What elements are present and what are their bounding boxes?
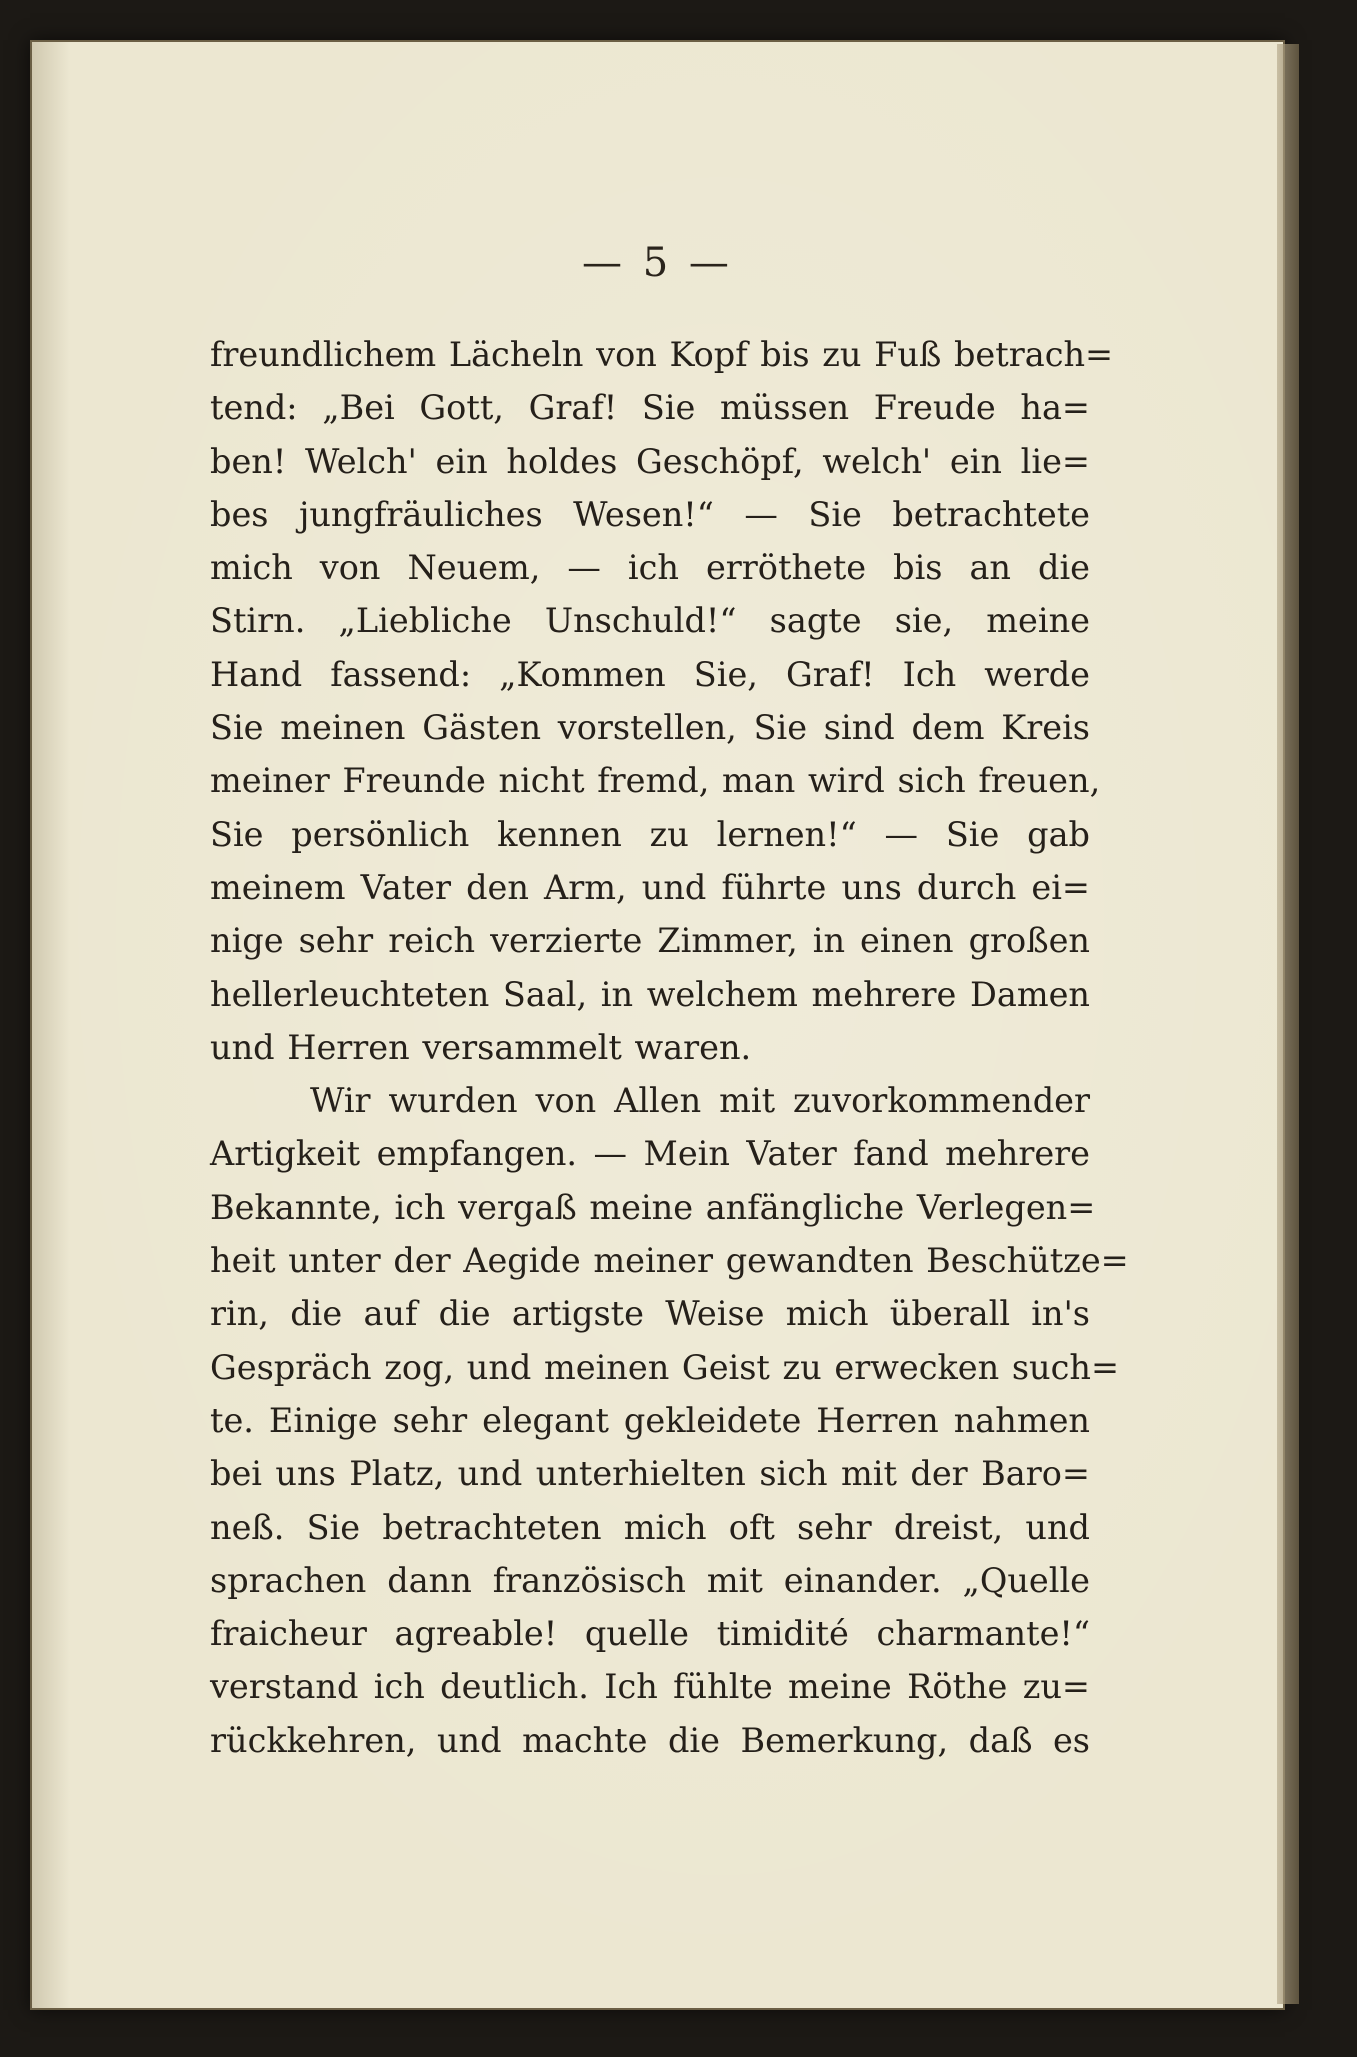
text-line: Sie meinen Gästen vorstellen, Sie sind dem Kreis bbox=[210, 708, 1090, 748]
text-line: bes jungfräuliches Wesen!“ — Sie betrachtete bbox=[210, 494, 1090, 534]
text-line: tend: „Bei Gott, Graf! Sie müssen Freude ha= bbox=[210, 388, 1090, 428]
book-page bbox=[30, 40, 1285, 2010]
text-line: Hand fassend: „Kommen Sie, Graf! Ich werde bbox=[210, 654, 1090, 694]
text-line: rin, die auf die artigste Weise mich überall in's bbox=[210, 1294, 1090, 1334]
text-line: verstand ich deutlich. Ich fühlte meine Röthe zu= bbox=[210, 1667, 1090, 1707]
page-number: — 5 — bbox=[582, 240, 733, 286]
text-line: mich von Neuem, — ich erröthete bis an die bbox=[210, 548, 1090, 588]
text-line: neß. Sie betrachteten mich oft sehr dreist, und bbox=[210, 1507, 1090, 1547]
text-line: ben! Welch' ein holdes Geschöpf, welch' ein lie= bbox=[210, 441, 1090, 481]
text-line: heit unter der Aegide meiner gewandten Beschütze= bbox=[210, 1241, 1129, 1281]
text-line: rückkehren, und machte die Bemerkung, daß es bbox=[210, 1720, 1090, 1760]
text-line: sprachen dann französisch mit einander. „Quelle bbox=[210, 1560, 1090, 1600]
text-line: nige sehr reich verzierte Zimmer, in einen großen bbox=[210, 921, 1090, 961]
text-line: Gespräch zog, und meinen Geist zu erwecken such= bbox=[210, 1347, 1120, 1387]
text-line: Bekannte, ich vergaß meine anfängliche Verlegen= bbox=[210, 1187, 1096, 1227]
text-line: hellerleuchteten Saal, in welchem mehrere Damen bbox=[210, 974, 1090, 1014]
text-line: te. Einige sehr elegant gekleidete Herren nahmen bbox=[210, 1400, 1090, 1440]
text-line: freundlichem Lächeln von Kopf bis zu Fuß betrach= bbox=[210, 335, 1114, 374]
paragraph-start-line: Wir wurden von Allen mit zuvorkommender bbox=[310, 1081, 1090, 1121]
text-line: fraicheur agreable! quelle timidité charmante!“ bbox=[210, 1614, 1090, 1654]
text-line: meinem Vater den Arm, und führte uns durch ei= bbox=[210, 867, 1090, 907]
text-line: Sie persönlich kennen zu lernen!“ — Sie gab bbox=[210, 814, 1090, 854]
text-line: Stirn. „Liebliche Unschuld!“ sagte sie, meine bbox=[210, 601, 1090, 641]
text-line: meiner Freunde nicht fremd, man wird sich freuen, bbox=[210, 761, 1101, 801]
text-line: bei uns Platz, und unterhielten sich mit der Baro= bbox=[210, 1454, 1090, 1494]
body-text bbox=[210, 328, 1129, 1767]
paragraph-end-line: und Herren versammelt waren. bbox=[210, 1027, 752, 1067]
text-line: Artigkeit empfangen. — Mein Vater fand mehrere bbox=[210, 1134, 1090, 1174]
page-edge bbox=[1277, 44, 1299, 2004]
